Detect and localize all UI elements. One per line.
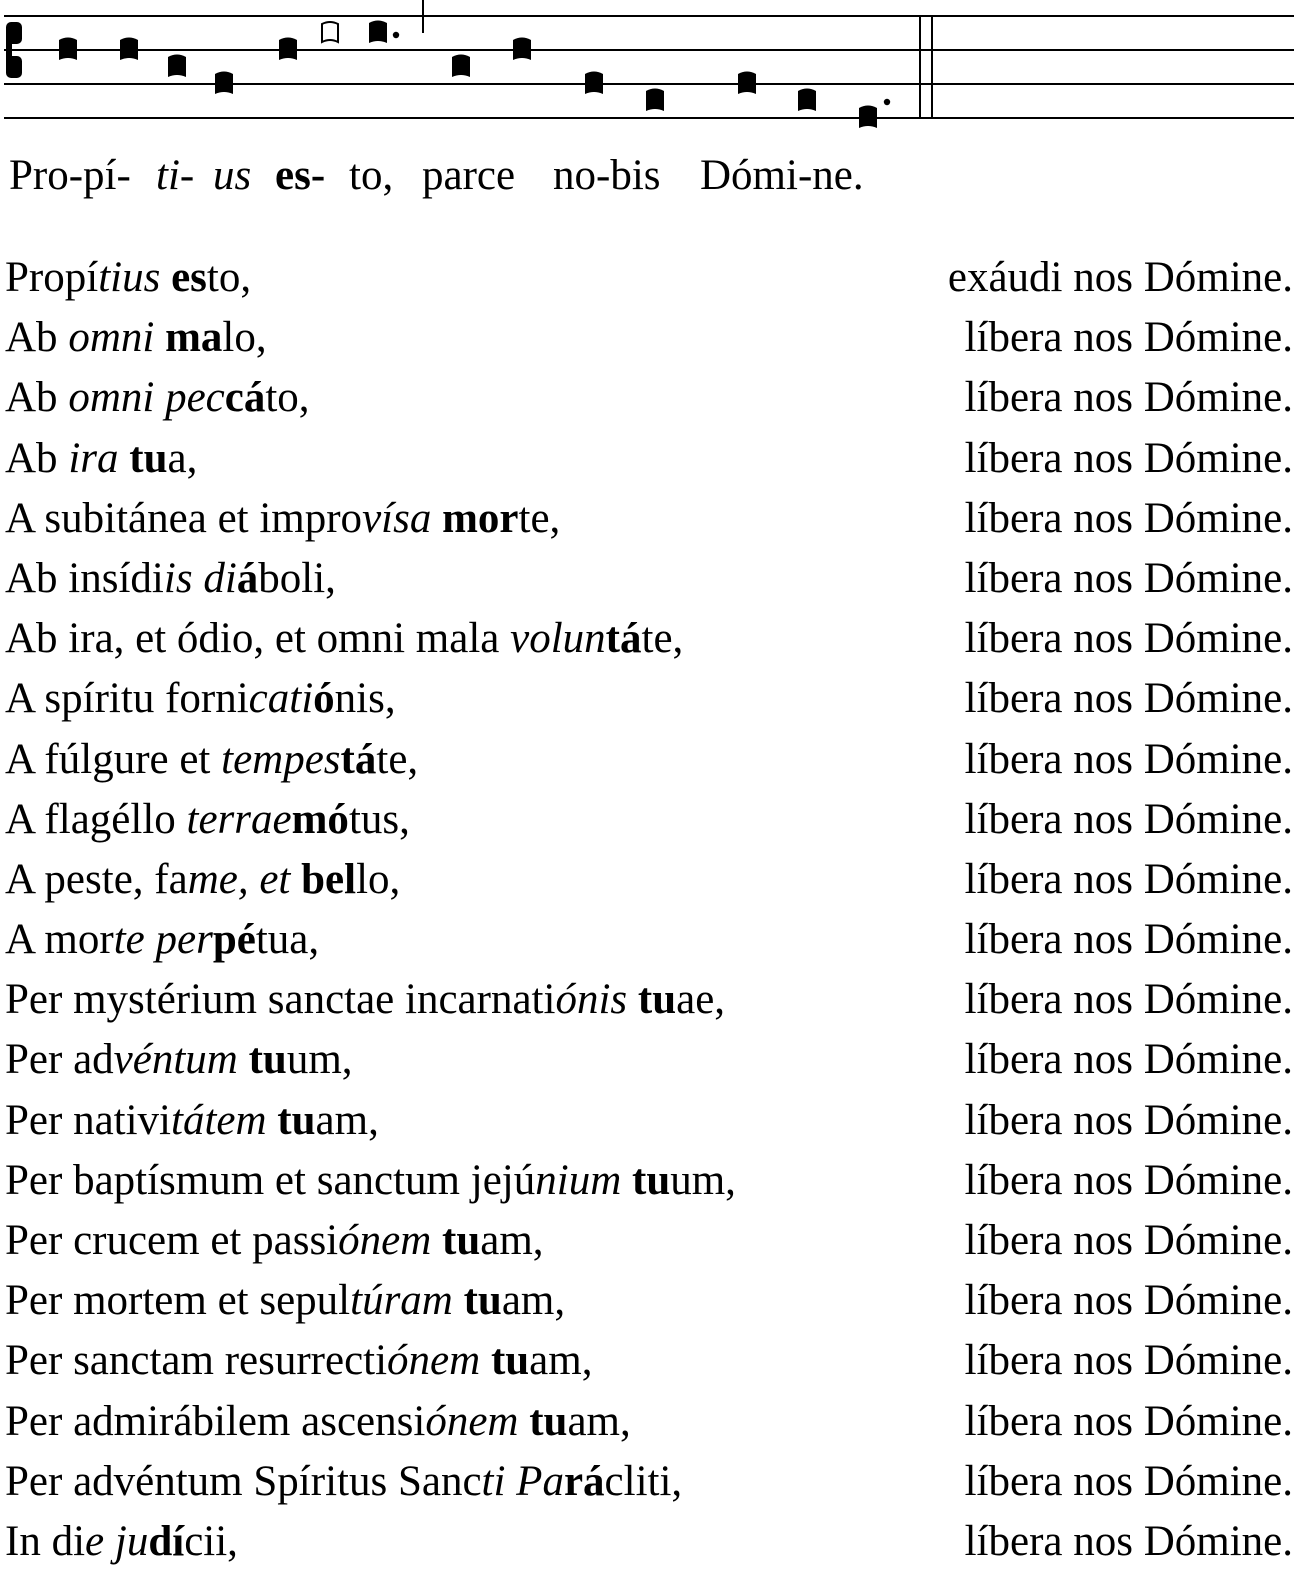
- invocation-segment: rá: [563, 1457, 605, 1505]
- invocation-segment: ónem: [425, 1397, 519, 1445]
- invocation-segment: [518, 1398, 529, 1445]
- invocation-segment: am,: [567, 1397, 631, 1445]
- chant-lyrics: [0, 150, 1296, 202]
- litany-row: [0, 910, 1296, 970]
- invocation-segment: is di: [163, 554, 237, 602]
- response-text: líbera nos Dómine.: [964, 735, 1293, 783]
- response-text: líbera nos Dómine.: [964, 1457, 1293, 1505]
- litany-row: [0, 970, 1296, 1030]
- invocation-segment: tus,: [348, 795, 410, 843]
- invocation-segment: cati: [248, 675, 314, 723]
- invocation-text: [5, 1271, 565, 1331]
- invocation-segment: te,: [518, 494, 561, 542]
- invocation-text: [5, 489, 560, 549]
- lyric-syllable: ti-: [156, 152, 195, 199]
- invocation-segment: Ab ira, et ódio, et omni mala: [5, 615, 511, 663]
- invocation-text: [5, 1452, 682, 1512]
- invocation-segment: tu: [632, 1156, 671, 1204]
- invocation-segment: Per mystérium sanctae incarnati: [5, 976, 556, 1024]
- invocation-segment: A fúlgure et: [5, 735, 222, 783]
- invocation-segment: [621, 1157, 632, 1204]
- invocation-text: [5, 1392, 631, 1452]
- invocation-segment: omni: [68, 314, 155, 362]
- invocation-text: [5, 1211, 544, 1271]
- invocation-segment: te per: [113, 916, 213, 964]
- lyric-syllable: no-bis: [553, 152, 661, 199]
- invocation-segment: am,: [480, 1217, 544, 1264]
- response-text: líbera nos Dómine.: [964, 1337, 1293, 1385]
- punctum-note: [646, 89, 664, 112]
- double-bar-icon: [920, 16, 932, 118]
- invocation-segment: A peste, fa: [5, 855, 188, 903]
- punctum-dotted-note: [369, 21, 399, 44]
- litany-row: [0, 1452, 1296, 1512]
- punctum-note: [59, 38, 77, 61]
- invocation-segment: nis,: [334, 675, 396, 723]
- invocation-segment: Per nativi: [5, 1096, 171, 1144]
- invocation-segment: túram: [350, 1277, 453, 1325]
- response-text: líbera nos Dómine.: [964, 494, 1293, 542]
- invocation-segment: Propí: [5, 254, 99, 301]
- invocation-segment: te,: [641, 615, 684, 663]
- punctum-note: [279, 38, 297, 61]
- invocation-segment: lo,: [356, 855, 401, 903]
- invocation-segment: A mor: [5, 916, 114, 964]
- litany-row: [0, 669, 1296, 729]
- invocation-segment: me, et: [187, 855, 291, 903]
- invocation-segment: Ab: [5, 314, 69, 362]
- invocation-segment: am,: [529, 1337, 593, 1385]
- invocation-segment: e ju: [85, 1517, 149, 1565]
- invocation-segment: to,: [206, 254, 252, 301]
- invocation-segment: tá: [605, 615, 642, 663]
- response-text: líbera nos Dómine.: [964, 976, 1293, 1024]
- litany-row: [0, 429, 1296, 489]
- invocation-segment: Per sanctam resurrecti: [5, 1337, 388, 1385]
- lyric-syllable: es-: [275, 152, 326, 199]
- invocation-segment: Per admirábilem ascensi: [5, 1397, 426, 1445]
- litany-row: [0, 549, 1296, 609]
- punctum-note: [738, 72, 756, 95]
- invocation-segment: nium: [535, 1156, 622, 1204]
- litany-row: [0, 248, 1296, 308]
- invocation-segment: Per baptísmum et sanctum jejú: [5, 1156, 536, 1204]
- invocation-segment: ae,: [676, 976, 726, 1024]
- response-text: líbera nos Dómine.: [964, 855, 1293, 903]
- litany-row: [0, 1331, 1296, 1391]
- invocation-text: [5, 609, 683, 669]
- invocation-segment: omni pec: [68, 374, 225, 422]
- litany-row: [0, 368, 1296, 428]
- invocation-segment: tu: [248, 1036, 287, 1084]
- invocation-text: [5, 1030, 353, 1090]
- invocation-text: [5, 1091, 379, 1151]
- invocation-segment: á: [236, 554, 259, 602]
- invocation-segment: cii,: [184, 1517, 238, 1565]
- litany-row: [0, 1392, 1296, 1452]
- response-text: líbera nos Dómine.: [964, 1217, 1293, 1264]
- punctum-note: [798, 89, 816, 112]
- response-text: líbera nos Dómine.: [964, 795, 1293, 843]
- invocation-segment: [238, 1036, 249, 1083]
- response-text: líbera nos Dómine.: [964, 374, 1293, 422]
- invocation-segment: A flagéllo: [5, 795, 187, 843]
- litany-row: [0, 730, 1296, 790]
- litany-row: [0, 1211, 1296, 1271]
- invocation-segment: tius: [98, 254, 161, 301]
- punctum-note: [215, 72, 233, 95]
- invocation-segment: tua,: [255, 916, 320, 964]
- invocation-segment: Per ad: [5, 1036, 114, 1084]
- invocation-segment: es: [171, 254, 207, 301]
- neumes: [59, 21, 890, 129]
- invocation-segment: A spíritu forni: [5, 675, 249, 723]
- litany-row: [0, 609, 1296, 669]
- response-text: líbera nos Dómine.: [964, 1517, 1293, 1565]
- response-text: líbera nos Dómine.: [964, 314, 1293, 362]
- invocation-segment: tu: [277, 1096, 316, 1144]
- invocation-segment: Ab: [5, 434, 69, 482]
- response-text: exáudi nos Dómine.: [947, 254, 1293, 301]
- litany-row: [0, 1512, 1296, 1572]
- response-text: líbera nos Dómine.: [964, 1156, 1293, 1204]
- litany-row: [0, 308, 1296, 368]
- litany-row: [0, 1151, 1296, 1211]
- litany-row: [0, 489, 1296, 549]
- invocation-segment: tátem: [171, 1096, 267, 1144]
- invocation-segment: ira: [68, 434, 119, 482]
- response-text: líbera nos Dómine.: [964, 615, 1293, 663]
- invocation-segment: Per advéntum Spíritus Sanc: [5, 1457, 482, 1505]
- invocation-segment: A subitánea et impro: [5, 494, 363, 542]
- invocation-text: [5, 1331, 592, 1391]
- invocation-segment: ti Pa: [481, 1457, 564, 1505]
- lyric-syllable: Pro-pí-: [9, 152, 131, 199]
- response-text: líbera nos Dómine.: [964, 916, 1293, 964]
- invocation-segment: tempes: [221, 735, 341, 783]
- invocation-text: [5, 1512, 238, 1572]
- invocation-text: [5, 850, 400, 910]
- lyric-syllable: Dómi-ne.: [700, 152, 864, 199]
- invocation-text: [5, 368, 310, 428]
- invocation-text: [5, 970, 725, 1030]
- response-text: líbera nos Dómine.: [964, 434, 1293, 482]
- invocation-segment: ó: [313, 675, 335, 723]
- invocation-segment: In di: [5, 1517, 86, 1565]
- invocation-segment: dí: [148, 1517, 185, 1565]
- invocation-segment: a,: [167, 434, 198, 482]
- litany-row: [0, 1030, 1296, 1090]
- litany-row: [0, 1091, 1296, 1151]
- invocation-segment: cliti,: [604, 1457, 683, 1505]
- invocation-segment: [119, 435, 130, 482]
- litany-list: [0, 248, 1296, 1572]
- lyric-syllable: parce: [422, 152, 516, 199]
- invocation-segment: [290, 856, 301, 903]
- invocation-segment: [431, 495, 442, 542]
- lyric-syllable: us: [213, 152, 252, 199]
- invocation-segment: [267, 1097, 278, 1144]
- response-text: líbera nos Dómine.: [964, 1036, 1293, 1084]
- invocation-segment: [154, 314, 165, 361]
- response-text: líbera nos Dómine.: [964, 1277, 1293, 1325]
- invocation-segment: um,: [286, 1036, 353, 1084]
- response-text: líbera nos Dómine.: [964, 554, 1293, 602]
- invocation-segment: ónis: [555, 976, 628, 1024]
- invocation-segment: to,: [265, 374, 310, 422]
- invocation-segment: boli,: [258, 554, 336, 602]
- invocation-segment: terrae: [186, 795, 292, 843]
- invocation-text: [5, 429, 197, 489]
- invocation-text: [5, 669, 396, 729]
- invocation-segment: vísa: [362, 494, 432, 542]
- invocation-text: [5, 248, 251, 308]
- invocation-text: [5, 790, 410, 850]
- invocation-text: [5, 730, 418, 790]
- invocation-segment: ónem: [338, 1217, 432, 1264]
- punctum-note: [168, 55, 186, 78]
- litany-row: [0, 850, 1296, 910]
- litany-row: [0, 1271, 1296, 1331]
- invocation-text: [5, 1151, 736, 1211]
- invocation-segment: [627, 976, 638, 1023]
- response-text: líbera nos Dómine.: [964, 1096, 1293, 1144]
- punctum-note: [513, 38, 531, 61]
- invocation-segment: [160, 254, 171, 301]
- invocation-segment: pé: [212, 916, 256, 964]
- invocation-segment: [431, 1217, 442, 1264]
- invocation-segment: Ab: [5, 374, 69, 422]
- invocation-segment: Per mortem et sepul: [5, 1277, 351, 1325]
- punctum-note: [585, 72, 603, 95]
- invocation-segment: [480, 1337, 491, 1384]
- invocation-segment: [453, 1277, 464, 1324]
- invocation-text: [5, 549, 336, 609]
- invocation-segment: cá: [224, 374, 266, 422]
- lyric-syllable: to,: [349, 152, 394, 199]
- invocation-segment: tu: [490, 1337, 530, 1385]
- invocation-segment: ma: [165, 314, 223, 362]
- punctum-note: [452, 55, 470, 78]
- invocation-segment: tá: [340, 735, 377, 783]
- invocation-segment: um,: [670, 1156, 736, 1204]
- invocation-text: [5, 910, 319, 970]
- invocation-segment: volun: [510, 615, 606, 663]
- invocation-segment: am,: [315, 1096, 379, 1144]
- invocation-segment: tu: [637, 976, 677, 1024]
- invocation-segment: te,: [376, 735, 419, 783]
- invocation-text: [5, 308, 267, 368]
- punctum-note: [120, 38, 138, 61]
- litany-row: [0, 790, 1296, 850]
- invocation-segment: tu: [463, 1277, 502, 1325]
- invocation-segment: ónem: [387, 1337, 481, 1385]
- response-text: líbera nos Dómine.: [964, 1397, 1293, 1445]
- response-text: líbera nos Dómine.: [964, 675, 1293, 723]
- invocation-segment: am,: [501, 1277, 566, 1325]
- invocation-segment: bel: [301, 855, 357, 903]
- invocation-segment: Ab insídi: [5, 554, 164, 602]
- invocation-segment: mó: [291, 795, 349, 843]
- invocation-segment: lo,: [222, 314, 267, 362]
- invocation-segment: mor: [442, 494, 519, 542]
- invocation-segment: tu: [442, 1217, 481, 1264]
- invocation-segment: tu: [529, 1397, 568, 1445]
- invocation-segment: véntum: [113, 1036, 238, 1084]
- chant-staff: [0, 0, 1296, 140]
- punctum-hollow-note: [322, 22, 338, 42]
- invocation-segment: Per crucem et passi: [5, 1217, 339, 1264]
- invocation-segment: tu: [129, 434, 168, 482]
- punctum-dotted-note: [859, 99, 890, 128]
